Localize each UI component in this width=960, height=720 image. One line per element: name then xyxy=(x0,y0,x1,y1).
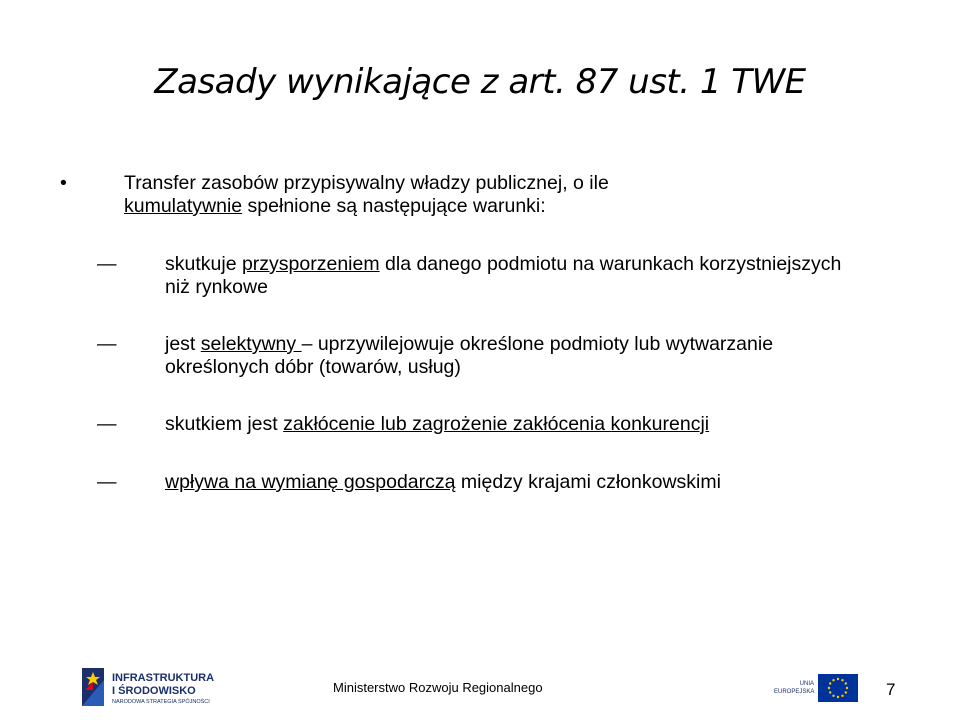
condition-suffix: – uprzywilejowuje określone podmioty lub wytwarzanie określonych dóbr (towarów, usług) xyxy=(165,333,774,378)
condition-suffix: dla danego podmiotu na warunkach korzystniejszych niż rynkowe xyxy=(165,253,842,298)
dash-marker: — xyxy=(97,333,117,355)
logo-line-3: NARODOWA STRATEGIA SPÓJNOŚCI xyxy=(112,699,210,705)
eu-logo xyxy=(774,674,860,706)
condition-underlined: wpływa na wymianę gospodarczą xyxy=(165,471,456,493)
infrastruktura-logo xyxy=(78,666,218,710)
main-bullet-underlined: kumulatywnie xyxy=(124,195,243,217)
condition-text xyxy=(165,333,855,379)
condition-prefix: skutkiem jest xyxy=(165,413,284,435)
slide-title: Zasady wynikające z art. 87 ust. 1 TWE xyxy=(154,62,806,102)
dash-marker: — xyxy=(97,413,117,435)
logo-line-2: I ŚRODOWISKO xyxy=(112,685,196,697)
dash-marker: — xyxy=(97,471,117,493)
main-bullet-line1: Transfer zasobów przypisywalny władzy publicznej, o ile xyxy=(124,172,609,194)
logo-line-1: INFRASTRUKTURA xyxy=(112,672,215,684)
condition-text xyxy=(165,471,855,494)
eu-logo-text xyxy=(774,680,814,696)
condition-prefix: jest xyxy=(165,333,201,355)
eu-flag-icon xyxy=(818,674,858,702)
dash-marker: — xyxy=(97,253,117,275)
main-bullet-text xyxy=(124,172,824,218)
condition-underlined: przysporzeniem xyxy=(241,253,380,275)
main-bullet-line2: spełnione są następujące warunki: xyxy=(242,195,546,217)
condition-underlined: selektywny xyxy=(200,333,302,355)
condition-text xyxy=(165,253,855,299)
condition-prefix: skutkuje xyxy=(165,253,242,275)
bullet-marker: • xyxy=(60,172,67,194)
footer-ministry: Ministerstwo Rozwoju Regionalnego xyxy=(333,680,543,695)
condition-suffix: między krajami członkowskimi xyxy=(455,471,721,493)
eu-logo-line-1: UNIA xyxy=(799,681,814,687)
condition-underlined: zakłócenie lub zagrożenie zakłócenia konkurencji xyxy=(283,413,710,435)
ois-logo-icon xyxy=(78,666,108,708)
condition-text xyxy=(165,413,855,436)
page-number: 7 xyxy=(886,680,896,699)
eu-logo-line-2: EUROPEJSKA xyxy=(774,689,815,695)
